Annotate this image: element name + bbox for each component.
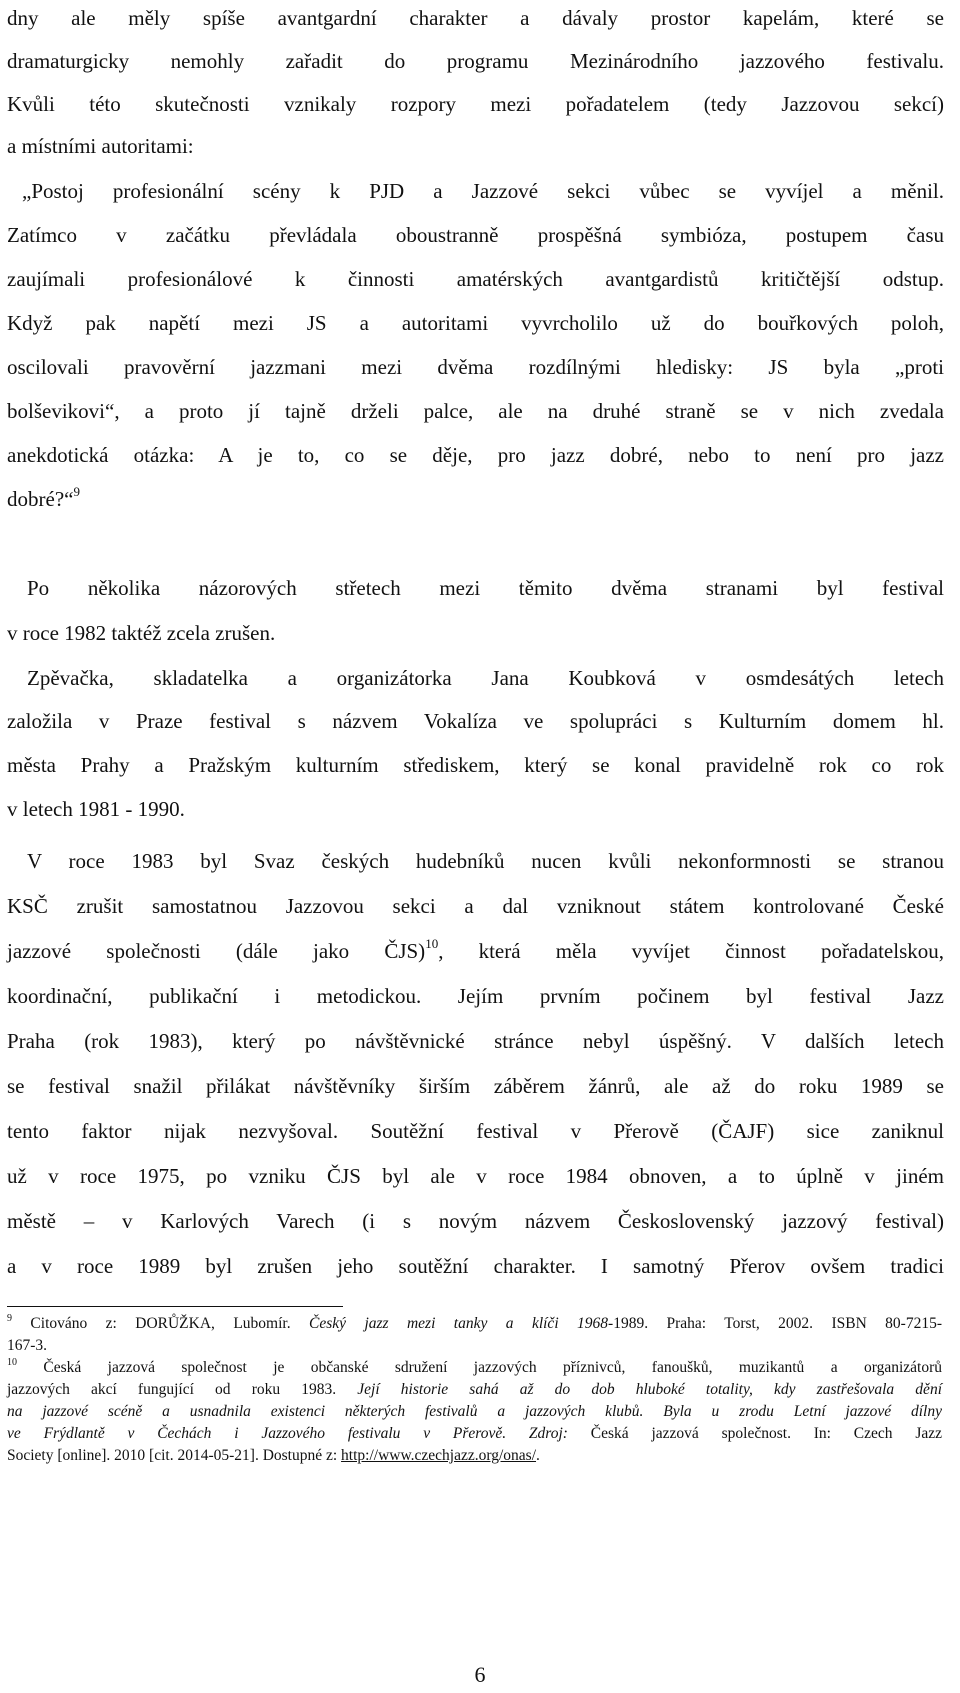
footnote-text: -1989. Praha: Torst, 2002. ISBN 80-7215- (608, 1315, 942, 1332)
footnote-italic: Její historie sahá až do dob hluboké totality, kdy zastřešovala dění (357, 1381, 942, 1398)
quote-line: Zatímco v začátku převládala oboustranně prospěšná symbióza, postupem času (7, 223, 944, 247)
quote-line: bolševikovi“, a proto jí tajně drželi palce, ale na druhé straně se v nich zvedala (7, 399, 944, 423)
body-line: KSČ zrušit samostatnou Jazzovou sekci a dal vzniknout státem kontrolované České (7, 894, 944, 918)
footnote-italic: ve Frýdlantě v Čechách i Jazzového festivalu v Přerově. Zdroj: (7, 1425, 568, 1442)
footnote-ref-9[interactable]: 9 (73, 484, 80, 499)
body-line: Kvůli této skutečnosti vznikaly rozpory mezi pořadatelem (tedy Jazzovou sekcí) (7, 92, 944, 116)
footnote-10 (7, 1357, 942, 1379)
quote-line: oscilovali pravověrní jazzmani mezi dvěma rozdílnými hledisky: JS byla „proti (7, 355, 944, 379)
body-line: Po několika názorových střetech mezi těmito dvěma stranami byl festival (27, 576, 944, 600)
body-line (7, 936, 944, 966)
footnote-9 (7, 1313, 942, 1335)
quote-line (7, 484, 944, 514)
body-line: V roce 1983 byl Svaz českých hudebníků nucen kvůli nekonformnosti se stranou (27, 849, 944, 873)
footnote-number: 9 (7, 1312, 12, 1324)
quote-line: zaujímali profesionálové k činnosti amatérských avantgardistů kritičtější odstup. (7, 267, 944, 291)
body-text: , která měla vyvíjet činnost pořadatelskou, (438, 939, 944, 963)
body-line: už v roce 1975, po vzniku ČJS byl ale v roce 1984 obnoven, a to úplně v jiném (7, 1164, 944, 1188)
body-line: a v roce 1989 byl zrušen jeho soutěžní charakter. I samotný Přerov ovšem tradici (7, 1254, 944, 1278)
body-line: městě – v Karlových Varech (i s novým názvem Československý jazzový festival) (7, 1209, 944, 1233)
body-line: města Prahy a Pražským kulturním střediskem, který se konal pravidelně rok co rok (7, 753, 944, 777)
footnote-link[interactable]: http://www.czechjazz.org/onas/ (341, 1447, 537, 1464)
body-text: jazzové společnosti (dále jako ČJS) (7, 939, 426, 963)
body-line: Praha (rok 1983), který po návštěvnické stránce nebyl úspěšný. V dalších letech (7, 1029, 944, 1053)
body-line: dny ale měly spíše avantgardní charakter a dávaly prostor kapelám, které se (7, 6, 944, 30)
quote-line: Když pak napětí mezi JS a autoritami vyvrcholilo už do bouřkových poloh, (7, 311, 944, 335)
body-line: založila v Praze festival s názvem Vokalíza ve spolupráci s Kulturním domem hl. (7, 709, 944, 733)
body-line: dramaturgicky nemohly zařadit do programu Mezinárodního jazzového festivalu. (7, 49, 944, 73)
footnote-ref-10[interactable]: 10 (425, 936, 439, 951)
footnote-text: Česká jazzová společnost je občanské sdružení jazzových příznivců, fanoušků, muzikantů a organizátorů (43, 1359, 943, 1376)
body-line: tento faktor nijak nezvyšoval. Soutěžní festival v Přerově (ČAJF) sice zaniknul (7, 1119, 944, 1143)
body-line: a místními autoritami: (7, 134, 194, 158)
body-line: v letech 1981 - 1990. (7, 797, 185, 821)
quote-end: dobré?“ (7, 487, 74, 511)
footnote-text: jazzových akcí fungující od roku 1983. (7, 1381, 337, 1398)
footnote-10-line (7, 1379, 942, 1401)
footnote-text: Citováno z: DORŮŽKA, Lubomír. (30, 1315, 291, 1332)
footnote-title: Český jazz mezi tanky a klíči 1968 (309, 1315, 609, 1332)
footnote-9-cont: 167-3. (7, 1337, 48, 1354)
footnote-text: Česká jazzová společnost. In: Czech Jazz (590, 1425, 942, 1442)
body-line: Zpěvačka, skladatelka a organizátorka Jana Koubková v osmdesátých letech (27, 666, 944, 690)
body-line: se festival snažil přilákat návštěvníky širším záběrem žánrů, ale až do roku 1989 se (7, 1074, 944, 1098)
footnote-number: 10 (7, 1356, 17, 1368)
footnote-text: . (536, 1447, 540, 1464)
footnote-10-line (7, 1445, 942, 1467)
page-number: 6 (474, 1662, 486, 1687)
body-line: koordinační, publikační i metodickou. Jejím prvním počinem byl festival Jazz (7, 984, 944, 1008)
footnote-italic: na jazzové scéně a usnadnila existenci některých festivalů a jazzových klubů. Byla u zrodu Letní jazzové dílny (7, 1403, 942, 1420)
body-line: v roce 1982 taktéž zcela zrušen. (7, 621, 276, 645)
quote-line: „Postoj profesionální scény k PJD a Jazzové sekci vůbec se vyvíjel a měnil. (22, 179, 944, 203)
footnote-10-line (7, 1401, 942, 1423)
quote-line: anekdotická otázka: A je to, co se děje, pro jazz dobré, nebo to není pro jazz (7, 443, 944, 467)
footnote-separator (7, 1306, 343, 1307)
footnote-text: Society [online]. 2010 [cit. 2014-05-21]. Dostupné z: (7, 1447, 338, 1464)
footnote-10-line (7, 1423, 942, 1445)
